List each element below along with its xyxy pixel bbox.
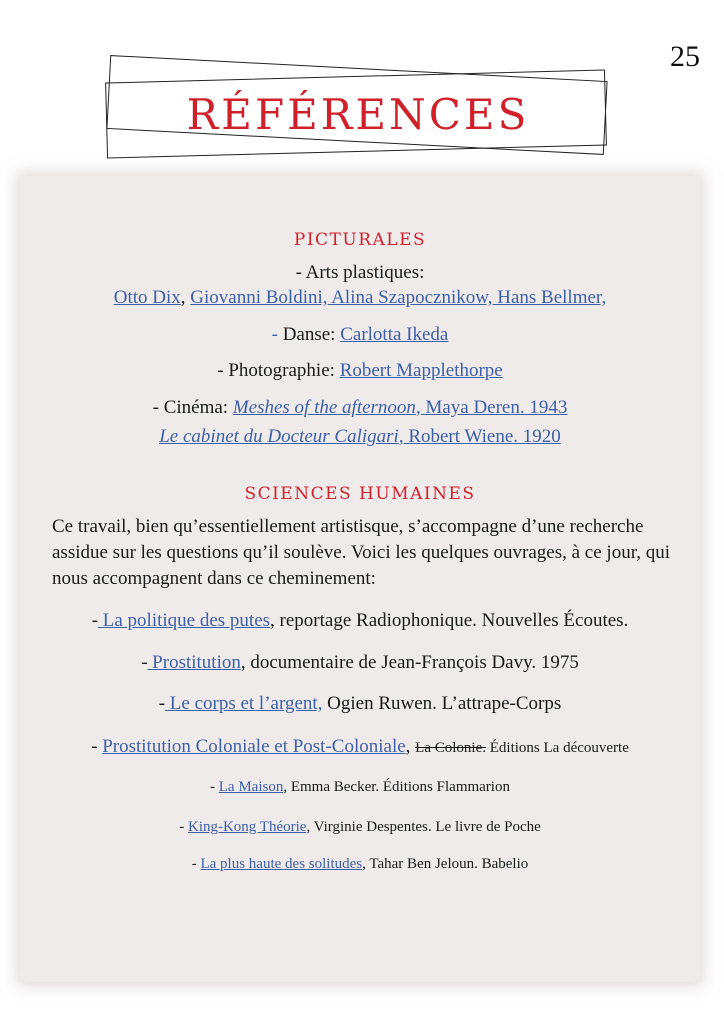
reference-link[interactable]: La Maison [218,779,284,795]
title-frame [98,46,618,196]
link-other-artists[interactable]: Giovanni Boldini, Alina Szapocznikow, Hans Bellmer, [190,287,607,308]
separator: , [180,287,191,308]
reference-prefix: - [210,779,219,795]
danse-line [20,324,700,346]
reference-prefix: - [91,736,103,757]
reference-item [20,779,700,796]
reference-link[interactable]: La politique des putes [98,610,271,631]
reference-item [20,856,700,873]
reference-prefix: - [91,610,99,631]
reference-link[interactable]: King-Kong Théorie [187,819,307,835]
arts-plastiques-label: - Arts plastiques: [295,262,425,283]
cinema-line-1 [20,397,700,419]
reference-prefix: - [141,652,148,673]
reference-detail: , [405,736,416,757]
danse-prefix: - [271,324,278,345]
page-number: 25 [670,40,700,73]
reference-detail: , Virginie Despentes. Le livre de Poche [306,819,541,835]
reference-link[interactable]: Le corps et l’argent, [165,693,323,714]
reference-detail: , documentaire de Jean-François Davy. 1975 [240,652,579,673]
danse-label: Danse: [277,324,341,345]
reference-detail: , reportage Radiophonique. Nouvelles Écoutes. [270,610,629,631]
reference-detail: , Emma Becker. Éditions Flammarion [283,779,510,795]
film-credit: , Robert Wiene. 1920 [398,426,561,447]
link-otto-dix[interactable]: Otto Dix [113,287,181,308]
film-title: Le cabinet du Docteur Caligari [159,426,399,447]
reference-item [20,610,700,632]
reference-item [20,736,700,758]
intro-paragraph: Ce travail, bien qu’essentiellement artistisque, s’accompagne d’une recherche assidue sur les questions qu’il soulève. Voici les quelques ouvrages, à ce jour, qui nous accompagnent dans ce cheminement: [52,516,671,589]
reference-struck-title: La Colonie. [415,740,486,756]
link-carlotta-ikeda[interactable]: Carlotta Ikeda [340,324,449,345]
reference-item [20,819,700,836]
references-panel [20,176,700,982]
film-title: Meshes of the afternoon [232,397,416,418]
reference-publisher: Éditions La découverte [486,740,629,756]
photographie-line [20,360,700,382]
film-credit: , Maya Deren. 1943 [415,397,568,418]
photographie-label: - Photographie: [217,360,340,381]
reference-prefix: - [158,693,166,714]
reference-prefix: - [179,819,188,835]
reference-item [20,693,700,715]
page-title: RÉFÉRENCES [186,90,530,139]
link-cabinet-caligari[interactable] [159,426,561,447]
reference-link[interactable]: Prostitution [147,652,241,673]
reference-link[interactable]: Prostitution Coloniale et Post-Coloniale [102,736,406,757]
reference-item [20,652,700,674]
reference-detail: Ogien Ruwen. L’attrape-Corps [322,693,562,714]
link-robert-mapplethorpe[interactable]: Robert Mapplethorpe [339,360,503,381]
section-heading-sciences-humaines: SCIENCES HUMAINES [244,484,476,504]
reference-link[interactable]: La plus haute des solitudes [200,856,363,872]
reference-prefix: - [191,856,201,872]
section-heading-picturales: PICTURALES [293,230,427,250]
link-meshes-of-the-afternoon[interactable] [233,397,568,418]
cinema-label: - Cinéma: [152,397,233,418]
reference-detail: , Tahar Ben Jeloun. Babelio [362,856,529,872]
cinema-line-2 [20,426,700,448]
artists-line [20,287,700,309]
